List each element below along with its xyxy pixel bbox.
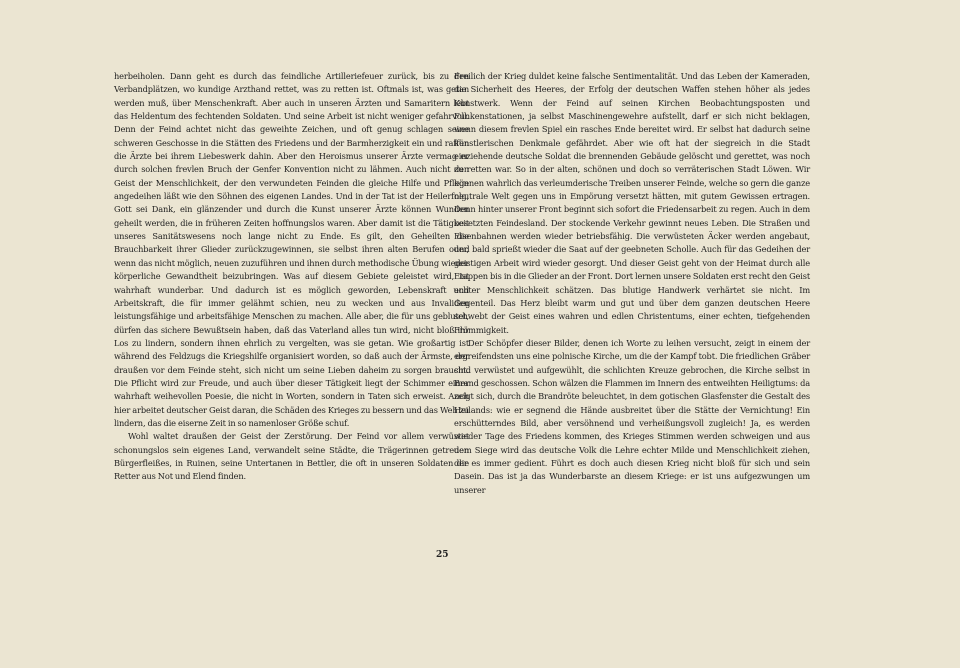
page-number: 25 [436,550,449,560]
paragraph: herbeiholen. Dann geht es durch das feindliche Artilleriefeuer zurück, bis zu den Verbandplätzen, wo kundige Arzthand rettet, was zu retten ist. Oftmals ist, was getan werden muß, über Menschenkraft. Aber auch in unseren Ärzten und Samaritern lebt das Heldentum des fechtenden Soldaten. Und seine Arbeit ist nicht weniger gefahrvoll. Denn der Feind achtet nicht das geweihte Zeichen, und oft genug schlagen seine schweren Geschosse in die Stätten des Friedens und der Barmherzigkeit ein und raffen die Ärzte bei ihrem Liebeswerk dahin. Aber den Heroismus unserer Ärzte vermag er durch solchen frevlen Bruch der Genfer Konvention nicht zu lähmen. Auch nicht den Geist der Menschlichkeit, der den verwundeten Feinden die gleiche Hilfe und Pflege angedeihen läßt wie den Söhnen des eigenen Landes. Und in der Tat ist der Heilerfolg, Gott sei Dank, ein glänzender und durch die Kunst unserer Ärzte können Wunden geheilt werden, die in früheren Zeiten hoffnungslos waren. Aber damit ist die Tätigkeit unseres Sanitätswesens noch lange nicht zu Ende. Es gilt, den Geheilten die Brauchbarkeit ihrer Glieder zurückzugewinnen, sie selbst ihren alten Berufen oder, wenn das nicht möglich, neuen zuzuführen und ihnen durch methodische Übung wieder körperliche Gewandtheit beizubringen. Was auf diesem Gebiete geleistet wird, ist wahrhaft wunderbar. Und dadurch ist es möglich geworden, Lebenskraft und Arbeitskraft, die für immer gelähmt schien, neu zu wecken und aus Invaliden leistungsfähige und arbeitsfähige Menschen zu machen. Alle aber, die für uns geblutet, dürfen das sichere Bewußtsein haben, daß das Vaterland alles tun wird, nicht bloß ihr Los zu lindern, sondern ihnen ehrlich zu vergelten, was sie getan. Wie großartig ist während des Feldzugs die Kriegshilfe organisiert worden, so daß auch der Ärmste, der draußen vor dem Feinde steht, sich nicht um seine Lieben daheim zu sorgen braucht. Die Pflicht wird zur Freude, und auch über dieser Tätigkeit liegt der Schimmer einer wahrhaft weihevollen Poesie, die nicht in Worten, sondern in Taten sich erweist. Auch hier arbeitet deutscher Geist daran, die Schäden des Krieges zu bessern und das Weh zu lindern, das die eiserne Zeit in so namenloser Größe schuf. [114,71,469,428]
paragraph: Wohl waltet draußen der Geist der Zerstörung. Der Feind vor allem verwüstet schonungslos sein eigenes Land, verwandelt seine Städte, die Trägerinnen getreuen Bürgerfleißes, in Ruinen, seine Untertanen in Bettler, die oft in unseren Soldaten die Retter aus Not und Elend finden. [114,431,469,482]
paragraph: Freilich der Krieg duldet keine falsche Sentimentalität. Und das Leben der Kameraden, die Sicherheit des Heeres, der Erfolg der deutschen Waffen stehen höher als jedes Kunstwerk. Wenn der Feind auf seinen Kirchen Beobachtungsposten und Funkenstationen, ja selbst Maschinengewehre aufstellt, darf er sich nicht beklagen, wenn diesem frevlen Spiel ein rasches Ende bereitet wird. Er selbst hat dadurch seine künstlerischen Denkmale gefährdet. Aber wie oft hat der siegreich in die Stadt einziehende deutsche Soldat die brennenden Gebäude gelöscht und gerettet, was noch zu retten war. So in der alten, schönen und doch so verräterischen Stadt Löwen. Wir können wahrlich das verleumderische Treiben unserer Feinde, welche so gern die ganze neutrale Welt gegen uns in Empörung versetzt hätten, mit gutem Gewissen ertragen. Denn hinter unserer Front beginnt sich sofort die Friedensarbeit zu regen. Auch in dem besetzten Feindesland. Der stockende Verkehr gewinnt neues Leben. Die Straßen und Eisenbahnen werden wieder betriebsfähig. Die verwüsteten Äcker werden angebaut, und bald sprießt wieder die Saat auf der geebneten Scholle. Auch für das Gedeihen der geistigen Arbeit wird wieder gesorgt. Und dieser Geist geht von der Heimat durch alle Etappen bis in die Glieder an der Front. Dort lernen unsere Soldaten erst recht den Geist echter Menschlichkeit schätzen. Das blutige Handwerk verhärtet sie nicht. Im Gegenteil. Das Herz bleibt warm und gut und über dem ganzen deutschen Heere schwebt der Geist eines wahren und edlen Christentums, einer echten, tiefgehenden Frömmigkeit. [454,71,810,335]
left-text-column [114,70,469,484]
right-text-column [454,70,810,497]
paragraph: Der Schöpfer dieser Bilder, denen ich Worte zu leihen versucht, zeigt in einem der ergreifendsten uns eine polnische Kirche, um die der Kampf tobt. Die friedlichen Gräber sind verwüstet und aufgewühlt, die schlichten Kreuze gebrochen, die Kirche selbst in Brand geschossen. Schon wälzen die Flammen im Innern des entweihten Heiligtums: da zeigt sich, durch die Brandröte beleuchtet, in dem gotischen Glasfenster die Gestalt des Heilands: wie er segnend die Hände ausbreitet über die Stätte der Vernichtung! Ein erschütterndes Bild, aber versöhnend und verheißungsvoll zugleich! Ja, es werden wieder Tage des Friedens kommen, des Krieges Stimmen werden schweigen und aus dem Siege wird das deutsche Volk die Lehre echter Milde und Menschlichkeit ziehen, der es immer gedient. Führt es doch auch diesen Krieg nicht bloß für sich und sein Dasein. Das ist ja das Wunderbarste an diesem Kriege: er ist uns aufgezwungen um unserer [454,337,810,495]
